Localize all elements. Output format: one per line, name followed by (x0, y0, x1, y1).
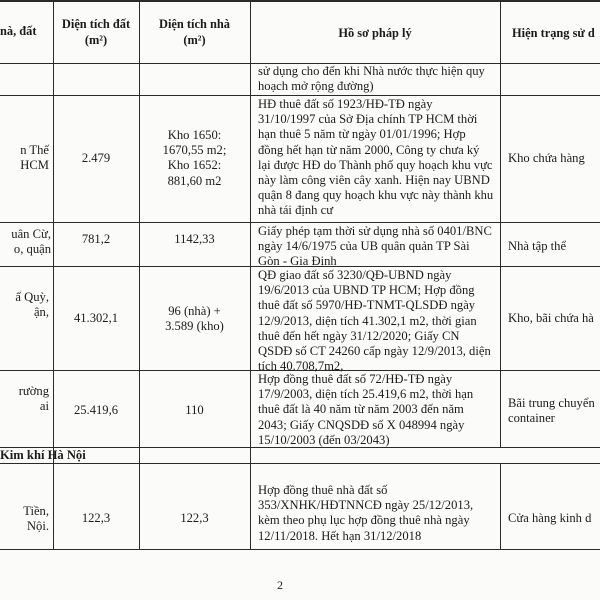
land-area-value: 2.479 (81, 151, 111, 165)
property-name: Tiền, Nội. (23, 504, 49, 534)
legal-text: Hợp đồng thuê đất số 72/HĐ-TĐ ngày 17/9/2003, diện tích 25.419,6 m2, thời hạn thuê đất là 40 năm từ năm 2003 đến năm 2043; Giấy CNQSDĐ số X 048994 ngày 15/10/2003 (đến 03/2043) (258, 372, 474, 447)
house-area-value: 110 (185, 403, 204, 417)
header-col-land-area: Diện tích đất (61, 17, 131, 31)
house-area-value: Kho 1650: 1670,55 m2; Kho 1652: 881,60 m2 (162, 128, 227, 188)
header-col-property: nà, đất (0, 24, 37, 38)
header-col-house-area: Diện tích nhà (159, 17, 230, 31)
header-col-house-area-unit: (m²) (183, 33, 206, 47)
legal-text: sử dụng cho đến khi Nhà nước thực hiện quy hoạch mở rộng đường) (258, 64, 485, 94)
house-area-value: 122,3 (180, 511, 209, 525)
column-divider (139, 0, 140, 550)
house-area-value: 1142,33 (174, 232, 215, 246)
row-divider (0, 95, 600, 96)
section-title: Kim khí Hà Nội (0, 448, 86, 462)
legal-text: HĐ thuê đất số 1923/HĐ-TĐ ngày 31/10/1997 của Sở Địa chính TP HCM thời hạn thuê 5 năm từ ngày 01/01/1996; Hợp đồng hết hạn từ năm 2000, Công ty chưa ký lại được HĐ do Thành phố quy hoạch khu vực này làm công viên cây xanh. Hiện nay UBND quận 8 đang quy hoạch khu vực này thành khu nhà tái định cư (258, 97, 494, 218)
column-divider (500, 0, 501, 447)
land-area-value: 41.302,1 (73, 311, 119, 325)
status-value: Cửa hàng kinh d (508, 511, 592, 525)
column-divider (500, 463, 501, 549)
table-top-border (0, 0, 600, 2)
row-divider (0, 222, 600, 223)
legal-text: QĐ giao đất số 3230/QĐ-UBND ngày 19/6/2013 của UBND TP HCM; Hợp đồng thuê đất số 5970/HĐ-TNMT-QLSDĐ ngày 12/9/2013, diện tích 41.302,1 m2, thời gian thuê đến hết ngày 31/12/2020; Giấy CN QSDĐ số CT 24260 cấp ngày 12/9/2013, diện tích 40.708,7m2, (258, 268, 491, 374)
property-name: rường ai (18, 384, 49, 414)
land-area-value: 25.419,6 (73, 403, 119, 417)
column-divider (250, 0, 251, 550)
property-name: n Thế HCM (20, 143, 49, 173)
land-area-value: 122,3 (81, 511, 111, 525)
land-area-value: 781,2 (81, 232, 111, 246)
status-value: Kho, bãi chứa hà (508, 311, 594, 325)
legal-text: Giấy phép tạm thời sử dụng nhà số 0401/BNC ngày 14/6/1975 của UB quân quản TP Sài Gòn - Gia Định (258, 224, 492, 269)
legal-text: Hợp đồng thuê nhà đất số 353/XNHK/HĐTNNCĐ ngày 25/12/2013, kèm theo phụ lục hợp đồng thuê nhà ngày 12/11/2018. Hết hạn 31/12/2018 (258, 483, 474, 543)
header-col-legal-docs: Hồ sơ pháp lý (338, 26, 412, 40)
page-number: 2 (277, 578, 283, 592)
header-col-land-area-unit: (m²) (84, 33, 108, 47)
table-bottom-border (0, 549, 600, 550)
column-divider (53, 0, 54, 550)
property-name: uân Cừ, o, quận (11, 227, 51, 257)
property-name: ấ Quỳ, ận, (15, 290, 49, 320)
house-area-value: 96 (nhà) + 3.589 (kho) (165, 304, 224, 334)
header-col-status: Hiện trạng sử d (512, 26, 595, 40)
status-value: Nhà tập thể (508, 239, 567, 253)
status-value: Bãi trung chuyển container (508, 396, 595, 426)
status-value: Kho chứa hàng (508, 151, 585, 165)
